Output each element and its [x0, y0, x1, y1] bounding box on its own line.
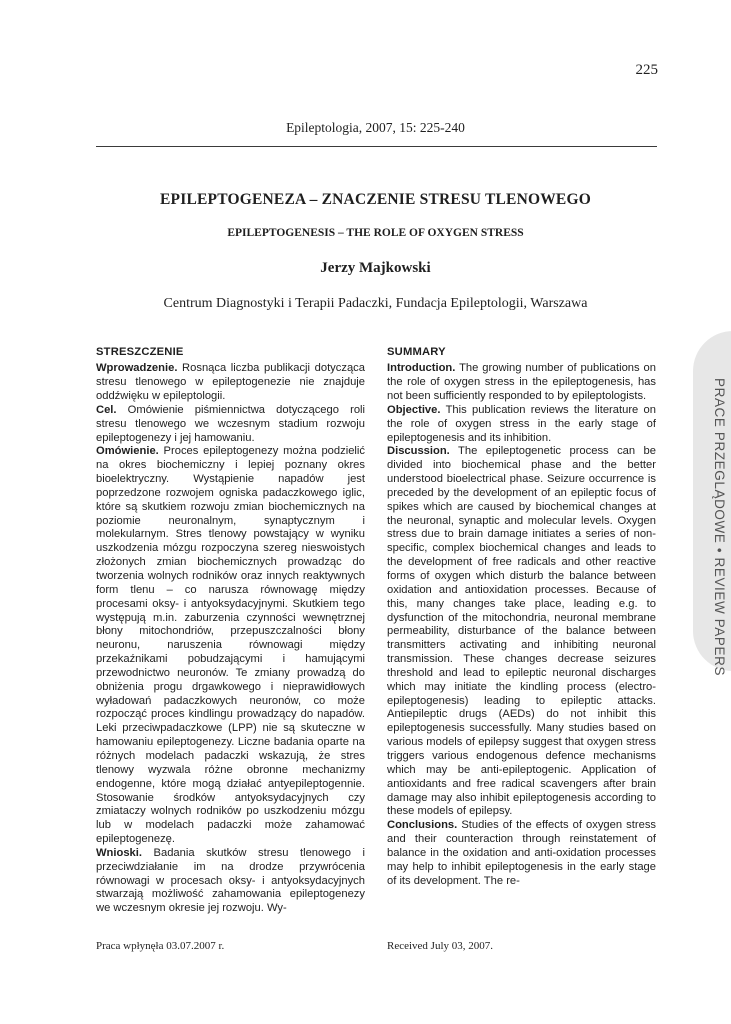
section-label: Omówienie. — [96, 445, 159, 458]
section-side-label: PRACE PRZEGLĄDOWE • REVIEW PAPERS — [712, 378, 727, 677]
author-affiliation: Centrum Diagnostyki i Terapii Padaczki, Fundacja Epileptologii, Warszawa — [163, 296, 588, 311]
abstract-paragraph — [387, 445, 656, 819]
section-text: Proces epileptogenezy można podzielić na okres biochemiczny i lepiej poznany okres bioelektryczny. Wystąpienie napadów jest poprzedzone rozwojem ogniska padaczkowego iglic, które są skutkiem rozwoju zmian biochemicznych na poziomie neuronalnym, synaptycznym i molekularnym. Stres tlenowy powstający w wyniku uszkodzenia mózgu rozpoczyna szereg nieswoistych złożonych zmian biochemicznych prowadząc do tworzenia wolnych rodników oraz innych reaktywnych form tlenu – co narusza równowagę między procesami oksy- i antyoksydacyjnymi. Skutkiem tego występują m.in. zaburzenia czynności wewnętrznej błony mitochondriów, przepuszczalności błony neuronu, naruszenia równowagi między przekaźnikami pobudzającymi i hamującymi przewodnictwo neuronów. Te zmiany prowadzą do obniżenia progu drgawkowego i nieprawidłowych wyładowań padaczkowych neuronów, co może rozpocząć proces kindlingu prowadzący do napadów. Leki przeciwpadaczkowe (LPP) nie są skuteczne w hamowaniu epileptogenezy. Liczne badania oparte na różnych modelach padaczki wskazują, że stres tlenowy wyzwala różne obronne mechanizmy endogenne, które mogą działać antyepileptogennie. Stosowanie środków antyoksydacyjnych czy zmiataczy wolnych rodników po uszkodzeniu mózgu lub w modelach padaczki może zahamować epileptogenezę. — [96, 445, 365, 846]
abstract-paragraph — [387, 362, 656, 404]
journal-reference: Epileptologia, 2007, 15: 225-240 — [286, 120, 465, 135]
summary-heading: SUMMARY — [387, 346, 446, 358]
received-date-polish: Praca wpłynęła 03.07.2007 r. — [96, 940, 225, 952]
section-label: Conclusions. — [387, 819, 458, 832]
author-name: Jerzy Majkowski — [320, 260, 431, 276]
abstract-paragraph — [96, 404, 365, 446]
section-label: Objective. — [387, 403, 441, 416]
section-text: Omówienie piśmiennictwa dotyczącego roli stresu tlenowego we wczesnym stadium rozwoju epileptogenezy i jej hamowaniu. — [96, 403, 366, 444]
header-divider — [96, 146, 657, 147]
abstract-paragraph — [387, 404, 656, 446]
section-label: Wnioski. — [96, 846, 142, 859]
section-text: Rosnąca liczba publikacji dotycząca stresu tlenowego w epileptogenezie nie znajduje oddźwięku w epileptologii. — [96, 362, 365, 403]
streszczenie-heading: STRESZCZENIE — [96, 346, 184, 358]
article-title-polish: EPILEPTOGENEZA – ZNACZENIE STRESU TLENOWEGO — [160, 191, 591, 208]
section-label: Wprowadzenie. — [96, 362, 178, 375]
section-text: Badania skutków stresu tlenowego i przeciwdziałanie im na drodze przywrócenia równowagi w procesach oksy- i antyoksydacyjnych stwarzają możliwość zahamowania epileptogenezy we wczesnym okresie jej rozwoju. Wy- — [96, 846, 365, 915]
section-text: Studies of the effects of oxygen stress and their counteraction through reinstatement of balance in the oxidation and anti-oxidation processes may help to inhibit epileptogenesis in the early stage of its development. The re- — [387, 819, 657, 887]
page-number: 225 — [635, 62, 658, 78]
abstract-paragraph — [96, 445, 365, 846]
article-title-english: EPILEPTOGENESIS – THE ROLE OF OXYGEN STRESS — [227, 227, 524, 239]
summary-column — [387, 346, 656, 888]
section-label: Cel. — [96, 403, 117, 416]
section-text: The epileptogenetic process can be divided into biochemical phase and the better understood bioelectrical phase. Seizure occurrence is preceded by the development of an epileptic focus of spikes which are caused by biochemical changes at the neuronal, synaptic and molecular levels. Oxygen stress due to brain damage initiates a series of non-specific, complex biochemical changes and leads to the development of free radicals and other reactive forms of oxygen which disturb the balance between oxidation and antioxidation processes. Because of this, many changes take place, leading e.g. to dysfunction of the mitochondria, neuronal membrane permeability, disturbance of the balance between transmitters activating and inhibiting neuronal transmission. These changes decrease seizures threshold and lead to epileptic neuronal discharges which may initiate the kindling process (electro-epileptogenesis) leading to epileptic attacks. Antiepileptic drugs (AEDs) do not inhibit this epileptogenesis successfully. Many studies based on various models of epilepsy suggest that oxygen stress triggers various endogenous defence mechanisms which may be anti-epileptogenic. Application of antioxidants and free radical scavengers after brain damage may also inhibit epileptogenesis according to these models of epilepsy. — [387, 445, 657, 818]
received-date-english: Received July 03, 2007. — [387, 940, 494, 952]
section-text: This publication reviews the literature on the role of oxygen stress in the early stage of epileptogenesis and its inhibition. — [387, 403, 656, 444]
abstract-paragraph — [387, 819, 656, 888]
abstract-paragraph — [96, 362, 365, 404]
section-text: The growing number of publications on the role of oxygen stress in the epileptogenesis, has not been sufficiently responded to by epileptologists. — [387, 362, 656, 403]
section-label: Discussion. — [387, 445, 450, 458]
streszczenie-column — [96, 346, 365, 916]
abstract-paragraph — [96, 847, 365, 916]
section-label: Introduction. — [387, 362, 456, 375]
